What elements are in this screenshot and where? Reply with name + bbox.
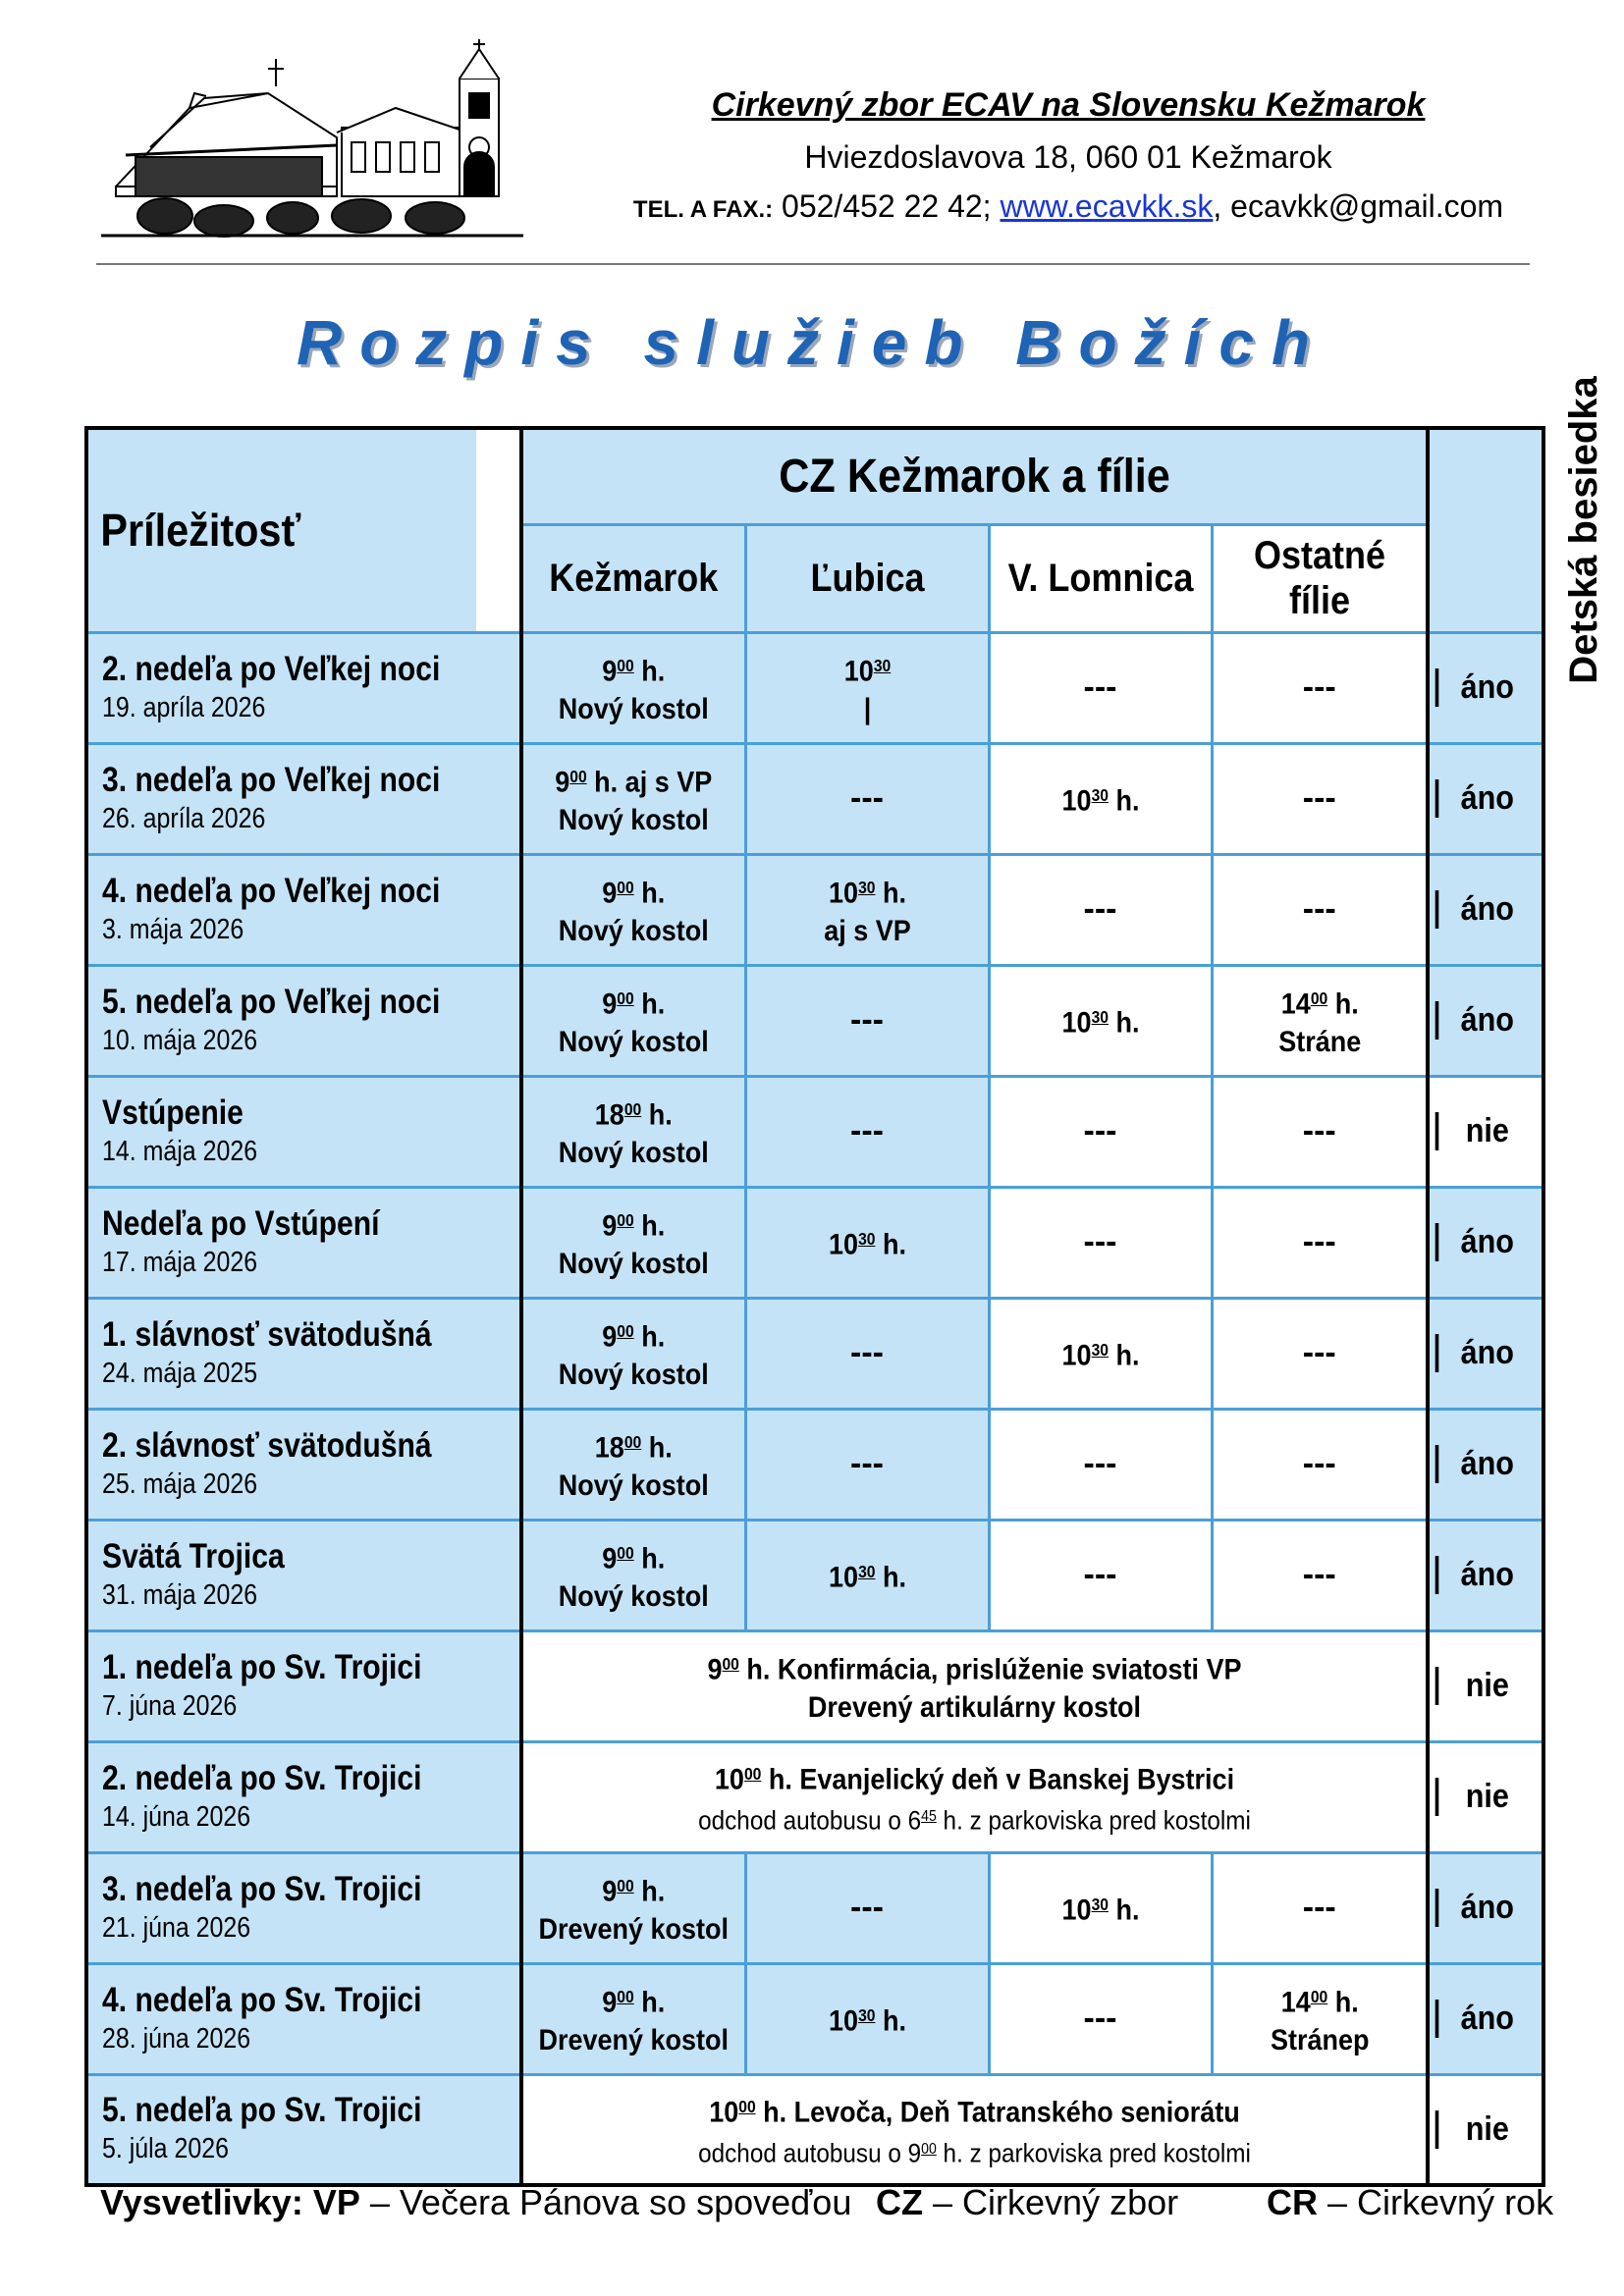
empty-dash: --- xyxy=(1083,1445,1117,1482)
service-line-1: $10^{00}$ h. Levoča, Deň Tatranského seniorátu xyxy=(709,2096,1240,2129)
cell-kez xyxy=(521,1409,745,1520)
table-row xyxy=(86,965,1543,1076)
cell-kez xyxy=(521,1298,745,1409)
table-row xyxy=(86,1741,1543,1852)
cell-kez xyxy=(521,1520,745,1630)
time-value: $9^{00}$ h. xyxy=(602,988,666,1021)
time-value: $18^{00}$ h. xyxy=(594,1431,673,1465)
occasion-date: 17. mája 2026 xyxy=(102,1246,258,1278)
cell-lom xyxy=(989,743,1212,854)
cell-kez xyxy=(521,854,745,965)
table-row xyxy=(86,1409,1543,1520)
cell-kez xyxy=(521,632,745,743)
occasion-cell xyxy=(86,1187,521,1298)
contact-label: TEL. A FAX.: xyxy=(632,196,774,223)
detska-besiedka-cell xyxy=(1428,1852,1543,1963)
occasion-name: 5. nedeľa po Veľkej noci xyxy=(102,982,441,1021)
location-label: Nový kostol xyxy=(558,914,709,947)
merged-service-cell xyxy=(521,1630,1428,1741)
cell-ost xyxy=(1212,1520,1428,1630)
email-address: ecavkk@gmail.com xyxy=(1230,188,1504,224)
occasion-name: 2. slávnosť svätodušná xyxy=(102,1425,432,1465)
cell-ost xyxy=(1212,1409,1428,1520)
cell-kez xyxy=(521,1187,745,1298)
legend-cz-text: – Cirkevný zbor xyxy=(933,2182,1179,2222)
occasion-name: 1. nedeľa po Sv. Trojici xyxy=(102,1647,422,1686)
column-header-ostatne xyxy=(1212,524,1428,632)
location-label: aj s VP xyxy=(823,914,911,947)
cell-lub xyxy=(745,1409,989,1520)
legend-vp xyxy=(100,2181,851,2224)
detska-besiedka-cell xyxy=(1428,1520,1543,1630)
cell-kez xyxy=(521,1076,745,1187)
cell-lom xyxy=(989,1187,1212,1298)
cell-lub xyxy=(745,1852,989,1963)
empty-dash: --- xyxy=(1302,1334,1336,1371)
detska-besiedka-value: nie xyxy=(1435,1112,1537,1150)
time-value: $10^{30}$ h. xyxy=(1061,1894,1139,1927)
detska-besiedka-value: áno xyxy=(1435,1556,1537,1594)
cell-kez xyxy=(521,1852,745,1963)
occasion-cell xyxy=(86,1409,521,1520)
detska-besiedka-cell xyxy=(1428,1187,1543,1298)
table-row xyxy=(86,743,1543,854)
cell-lom xyxy=(989,1520,1212,1630)
occasion-name: Vstúpenie xyxy=(102,1093,244,1132)
cell-ost xyxy=(1212,743,1428,854)
cell-lom xyxy=(989,1298,1212,1409)
location-label: Stránep xyxy=(1270,2023,1370,2056)
location-label: Nový kostol xyxy=(558,803,709,836)
service-schedule-table xyxy=(84,376,1605,2187)
service-line-1: $10^{00}$ h. Evanjelický deň v Banskej Bystrici xyxy=(714,1763,1235,1796)
time-value: $9^{00}$ h. xyxy=(602,1542,666,1575)
cell-lom xyxy=(989,1076,1212,1187)
cell-lub xyxy=(745,1520,989,1630)
detska-besiedka-cell xyxy=(1428,2074,1543,2185)
empty-dash: --- xyxy=(850,1445,884,1482)
detska-besiedka-value: áno xyxy=(1435,2000,1537,2038)
occasion-name: 1. slávnosť svätodušná xyxy=(102,1314,432,1354)
occasion-cell xyxy=(86,1741,521,1852)
cell-ost xyxy=(1212,965,1428,1076)
church-logo-icon xyxy=(96,39,528,250)
table-row xyxy=(86,1520,1543,1630)
detska-besiedka-value: áno xyxy=(1435,1223,1537,1261)
service-line-1: $9^{00}$ h. Konfirmácia, prislúženie sviatosti VP xyxy=(707,1653,1242,1686)
table-row xyxy=(86,1187,1543,1298)
empty-dash: --- xyxy=(1083,2000,1117,2037)
time-value: $10^{30}$ h. xyxy=(828,1228,906,1261)
time-value: $9^{00}$ h. xyxy=(602,1320,666,1354)
detska-besiedka-value: áno xyxy=(1435,668,1537,707)
occasion-date: 19. apríla 2026 xyxy=(102,691,266,723)
detska-besiedka-value: nie xyxy=(1435,1667,1537,1705)
occasion-name: 4. nedeľa po Sv. Trojici xyxy=(102,1980,422,2019)
organization-name: Cirkevný zbor ECAV na Slovensku Kežmarok xyxy=(711,86,1426,124)
empty-dash: --- xyxy=(850,1112,884,1149)
occasion-name: 2. nedeľa po Sv. Trojici xyxy=(102,1758,422,1797)
location-label: Drevený kostol xyxy=(538,1912,730,1946)
cell-ost xyxy=(1212,1298,1428,1409)
occasion-cell xyxy=(86,1520,521,1630)
detska-besiedka-value: nie xyxy=(1435,1778,1537,1816)
empty-dash: --- xyxy=(1302,1445,1336,1482)
occasion-name: 3. nedeľa po Veľkej noci xyxy=(102,760,441,799)
merged-service-cell xyxy=(521,2074,1428,2185)
detska-besiedka-cell xyxy=(1428,743,1543,854)
merged-service-cell xyxy=(521,1741,1428,1852)
occasion-cell xyxy=(86,1963,521,2074)
empty-dash: --- xyxy=(1302,668,1336,706)
lubica-label: Ľubica xyxy=(809,557,925,600)
phone-number: 052/452 22 42; xyxy=(782,188,992,224)
table-row xyxy=(86,632,1543,743)
legend-cz-abbr: CZ xyxy=(876,2182,923,2222)
location-label: Nový kostol xyxy=(558,692,709,725)
cell-lom xyxy=(989,1852,1212,1963)
occasion-name: 2. nedeľa po Veľkej noci xyxy=(102,649,441,688)
empty-dash: --- xyxy=(1083,1556,1117,1593)
cell-lom xyxy=(989,632,1212,743)
cell-lub xyxy=(745,1963,989,2074)
time-value: $10^{30}$ xyxy=(843,655,891,688)
detska-besiedka-value: áno xyxy=(1435,1889,1537,1927)
cell-kez xyxy=(521,1963,745,2074)
schedule-rows xyxy=(86,632,1543,2185)
empty-dash: --- xyxy=(850,779,884,817)
cell-ost xyxy=(1212,1187,1428,1298)
service-line-2: odchod autobusu o $9^{00}$ h. z parkoviska pred kostolmi xyxy=(698,2138,1251,2168)
church-address-block xyxy=(626,83,1510,233)
column-header-occasion: Príležitosť xyxy=(86,428,478,632)
cell-ost xyxy=(1212,854,1428,965)
time-value: $9^{00}$ h. aj s VP xyxy=(555,766,713,799)
detska-besiedka-label: Detská besiedka xyxy=(1561,376,1605,685)
kezmarok-label: Kežmarok xyxy=(549,557,719,600)
legend-cz xyxy=(876,2181,1178,2224)
empty-dash: --- xyxy=(1302,1556,1336,1593)
occasion-date: 14. mája 2026 xyxy=(102,1135,258,1167)
empty-dash: --- xyxy=(850,1334,884,1371)
location-label: | xyxy=(863,692,871,725)
detska-besiedka-cell xyxy=(1428,632,1543,743)
time-value: $10^{30}$ h. xyxy=(828,2004,906,2038)
contact-line: TEL. A FAX.: 052/452 22 42; www.ecavkk.sk, ecavkk@gmail.com xyxy=(632,188,1504,224)
time-value: $9^{00}$ h. xyxy=(602,877,666,910)
legend-cr-abbr: CR xyxy=(1267,2182,1318,2222)
cell-lub xyxy=(745,1076,989,1187)
occasion-date: 5. júla 2026 xyxy=(102,2133,229,2165)
occasion-cell xyxy=(86,743,521,854)
occasion-name: 5. nedeľa po Sv. Trojici xyxy=(102,2091,422,2130)
column-header-kezmarok xyxy=(521,524,745,632)
occasion-cell xyxy=(86,1852,521,1963)
table-row xyxy=(86,2074,1543,2185)
occasion-name: Svätá Trojica xyxy=(102,1536,285,1575)
cell-lub xyxy=(745,1187,989,1298)
cell-lub xyxy=(745,632,989,743)
time-value: $10^{30}$ h. xyxy=(828,1561,906,1594)
occasion-cell xyxy=(86,1298,521,1409)
occasion-cell xyxy=(86,1630,521,1741)
occasion-date: 25. mája 2026 xyxy=(102,1468,258,1500)
occasion-cell xyxy=(86,2074,521,2185)
cell-lom xyxy=(989,965,1212,1076)
website-link[interactable]: www.ecavkk.sk xyxy=(1000,188,1214,224)
time-value: $9^{00}$ h. xyxy=(602,1986,666,2019)
cell-lub xyxy=(745,854,989,965)
location-label: Nový kostol xyxy=(558,1358,709,1391)
cell-lom xyxy=(989,1409,1212,1520)
cell-ost xyxy=(1212,1963,1428,2074)
header-divider xyxy=(96,263,1530,265)
time-value: $9^{00}$ h. xyxy=(602,655,666,688)
occasion-cell xyxy=(86,965,521,1076)
detska-besiedka-value: áno xyxy=(1435,1001,1537,1040)
location-label: Stráne xyxy=(1277,1025,1361,1058)
lomnica-label: V. Lomnica xyxy=(1007,557,1193,600)
detska-besiedka-cell xyxy=(1428,965,1543,1076)
ostatne-label: Ostatné fílie xyxy=(1253,534,1385,622)
service-line-2: odchod autobusu o $6^{45}$ h. z parkoviska pred kostolmi xyxy=(698,1805,1251,1836)
empty-dash: --- xyxy=(1083,890,1117,928)
detska-besiedka-cell xyxy=(1428,1298,1543,1409)
service-line-2: Drevený artikulárny kostol xyxy=(807,1690,1142,1724)
empty-dash: --- xyxy=(1302,1112,1336,1149)
detska-besiedka-cell xyxy=(1428,854,1543,965)
empty-dash: --- xyxy=(850,1001,884,1039)
cell-lom xyxy=(989,1963,1212,2074)
legend-cr-text: – Cirkevný rok xyxy=(1327,2182,1554,2222)
occasion-date: 21. júna 2026 xyxy=(102,1911,251,1944)
time-value: $14^{00}$ h. xyxy=(1280,988,1359,1021)
occasion-date: 7. júna 2026 xyxy=(102,1689,238,1722)
legend-label: Vysvetlivky: xyxy=(100,2182,303,2222)
detska-besiedka-value: áno xyxy=(1435,779,1537,818)
page-header xyxy=(96,39,1530,270)
legend-cr xyxy=(1267,2181,1553,2224)
organization-address: Hviezdoslavova 18, 060 01 Kežmarok xyxy=(804,139,1332,175)
occasion-name: 3. nedeľa po Sv. Trojici xyxy=(102,1869,422,1908)
empty-dash: --- xyxy=(850,1889,884,1926)
detska-besiedka-cell xyxy=(1428,1630,1543,1741)
time-value: $9^{00}$ h. xyxy=(602,1875,666,1908)
cell-lub xyxy=(745,965,989,1076)
time-value: $18^{00}$ h. xyxy=(594,1098,673,1132)
location-label: Nový kostol xyxy=(558,1247,709,1280)
detska-besiedka-cell xyxy=(1428,1963,1543,2074)
occasion-date: 26. apríla 2026 xyxy=(102,802,266,834)
cell-ost xyxy=(1212,632,1428,743)
column-group-label: CZ Kežmarok a fílie xyxy=(779,450,1170,503)
occasion-cell xyxy=(86,632,521,743)
detska-besiedka-value: nie xyxy=(1435,2110,1537,2149)
cell-lub xyxy=(745,1298,989,1409)
detska-besiedka-value: áno xyxy=(1435,890,1537,929)
time-value: $14^{00}$ h. xyxy=(1280,1986,1359,2019)
occasion-cell xyxy=(86,854,521,965)
occasion-date: 24. mája 2025 xyxy=(102,1357,258,1389)
table-row xyxy=(86,854,1543,965)
table-row xyxy=(86,1298,1543,1409)
empty-dash: --- xyxy=(1302,779,1336,817)
location-label: Nový kostol xyxy=(558,1136,709,1169)
table-row xyxy=(86,1076,1543,1187)
detska-besiedka-cell xyxy=(1428,1409,1543,1520)
location-label: Nový kostol xyxy=(558,1468,709,1502)
location-label: Nový kostol xyxy=(558,1025,709,1058)
detska-besiedka-cell xyxy=(1428,1741,1543,1852)
column-header-lomnica xyxy=(989,524,1212,632)
detska-besiedka-cell xyxy=(1428,1076,1543,1187)
column-header-detska-besiedka xyxy=(1428,376,1605,685)
occasion-cell xyxy=(86,1076,521,1187)
cell-kez xyxy=(521,743,745,854)
cell-lom xyxy=(989,854,1212,965)
empty-dash: --- xyxy=(1302,890,1336,928)
empty-dash: --- xyxy=(1083,668,1117,706)
location-label: Drevený kostol xyxy=(538,2023,730,2056)
location-label: Nový kostol xyxy=(558,1579,709,1613)
cell-ost xyxy=(1212,1076,1428,1187)
occasion-date: 14. júna 2026 xyxy=(102,1800,251,1833)
empty-dash: --- xyxy=(1302,1223,1336,1260)
occasion-date: 28. júna 2026 xyxy=(102,2022,251,2055)
page-title: Rozpis služieb Božích xyxy=(296,307,1328,378)
legend-vp-text: – Večera Pánova so spoveďou xyxy=(369,2182,852,2222)
column-group-header xyxy=(521,428,1428,524)
column-header-lubica xyxy=(745,524,989,632)
empty-dash: --- xyxy=(1302,1889,1336,1926)
empty-dash: --- xyxy=(1083,1223,1117,1260)
time-value: $10^{30}$ h. xyxy=(828,877,906,910)
detska-besiedka-value: áno xyxy=(1435,1334,1537,1372)
time-value: $10^{30}$ h. xyxy=(1061,1006,1139,1040)
occasion-name: Nedeľa po Vstúpení xyxy=(102,1203,380,1243)
cell-lub xyxy=(745,743,989,854)
table-row xyxy=(86,1963,1543,2074)
cell-ost xyxy=(1212,1852,1428,1963)
legend-vp-abbr: VP xyxy=(312,2182,360,2222)
time-value: $10^{30}$ h. xyxy=(1061,784,1139,818)
time-value: $9^{00}$ h. xyxy=(602,1209,666,1243)
table-row xyxy=(86,1852,1543,1963)
occasion-date: 31. mája 2026 xyxy=(102,1578,258,1611)
time-value: $10^{30}$ h. xyxy=(1061,1339,1139,1372)
occasion-date: 10. mája 2026 xyxy=(102,1024,258,1056)
cell-kez xyxy=(521,965,745,1076)
occasion-name: 4. nedeľa po Veľkej noci xyxy=(102,871,441,910)
table-row xyxy=(86,1630,1543,1741)
occasion-date: 3. mája 2026 xyxy=(102,913,244,945)
detska-besiedka-value: áno xyxy=(1435,1445,1537,1483)
empty-dash: --- xyxy=(1083,1112,1117,1149)
